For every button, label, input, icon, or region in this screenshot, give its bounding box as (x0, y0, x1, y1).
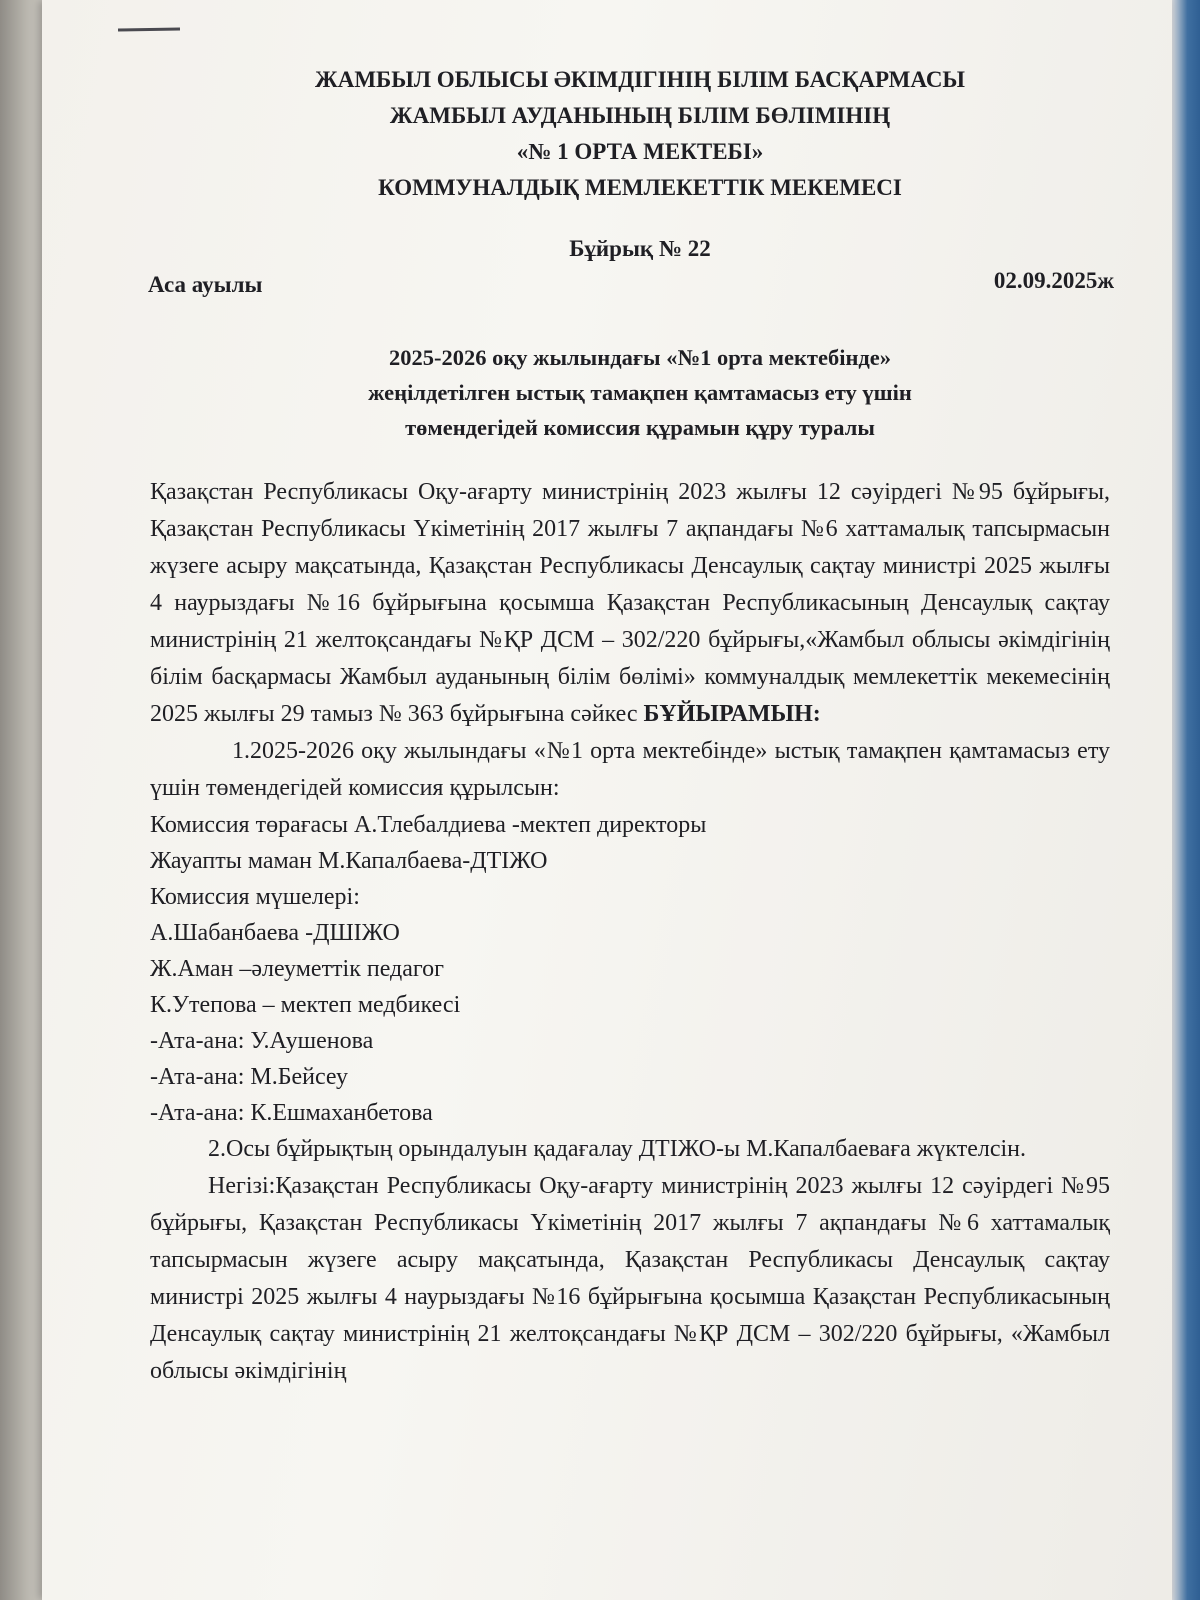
title-line-3: төмендегідей комиссия құрамын құру туралы (405, 415, 875, 440)
preamble-paragraph (150, 474, 1110, 733)
organization-header (150, 62, 1130, 206)
document-title (150, 340, 1130, 445)
document-body (150, 474, 1110, 1390)
member-item: К.Утепова – мектеп медбикесі (150, 992, 461, 1018)
member-item: Ж.Аман –әлеуметтік педагог (150, 956, 444, 982)
order-number: Бұйрық № 22 (569, 236, 711, 261)
members-heading: Комиссия мүшелері: (150, 884, 360, 910)
header-line-4: КОММУНАЛДЫҚ МЕМЛЕКЕТТІК МЕКЕМЕСІ (378, 175, 902, 200)
title-line-2: жеңілдетілген ыстық тамақпен қамтамасыз ету үшін (368, 380, 912, 405)
basis-paragraph: Негізі:Қазақстан Республикасы Оқу-ағарту министрінің 2023 жылғы 12 сәуірдегі №95 бұйрығы, Қазақстан Республикасы Үкіметінің 2017 жылғы 7 ақпандағы №6 хаттамалық тапсырмасын жүзеге асыру мақсатында, Қазақстан Республикасы Денсаулық сақтау министрі 2025 жылғы 4 наурыздағы №16 бұйрығына қосымша Қазақстан Республикасының Денсаулық сақтау министрінің 21 желтоқсандағы №ҚР ДСМ – 302/220 бұйрығы, «Жамбыл облысы әкімдігінің (150, 1173, 1110, 1384)
responsible-person: Жауапты маман М.Капалбаева-ДТІЖО (150, 848, 548, 874)
preamble-text: Қазақстан Республикасы Оқу-ағарту министрінің 2023 жылғы 12 сәуірдегі №95 бұйрығы, Қазақстан Республикасы Үкіметінің 2017 жылғы 7 ақпандағы №6 хаттамалық тапсырмасын жүзеге асыру мақсатында, Қазақстан Республикасы Денсаулық сақтау министрі 2025 жылғы 4 наурыздағы №16 бұйрығына қосымша Қазақстан Республикасының Денсаулық сақтау министрінің 21 желтоқсандағы №ҚР ДСМ – 302/220 бұйрығы,«Жамбыл облысы әкімдігінің білім басқармасы Жамбыл ауданының білім бөлімі» коммуналдық мемлекеттік мекемесінің 2025 жылғы 29 тамыз № 363 бұйрығына сәйкес (150, 479, 1110, 727)
folder-edge (1172, 0, 1200, 1600)
binder-edge (0, 0, 48, 1600)
member-item: -Ата-ана: М.Бейсеу (150, 1064, 348, 1090)
header-line-2: ЖАМБЫЛ АУДАНЫНЫҢ БІЛІМ БӨЛІМІНІҢ (389, 103, 891, 128)
order-date: 02.09.2025ж (993, 268, 1114, 293)
commission-chair: Комиссия төрағасы А.Тлебалдиева -мектеп директоры (150, 812, 707, 838)
item-1: 1.2025-2026 оқу жылындағы «№1 орта мектебінде» ыстық тамақпен қамтамасыз ету үшін төмендегідей комиссия құрылсын: (150, 738, 1110, 801)
member-item: -Ата-ана: У.Аушенова (150, 1028, 374, 1054)
member-item: -Ата-ана: К.Ешмаханбетова (150, 1100, 433, 1126)
header-line-3: «№ 1 ОРТА МЕКТЕБІ» (516, 139, 764, 164)
decree-word: БҰЙЫРАМЫН: (643, 701, 821, 727)
header-line-1: ЖАМБЫЛ ОБЛЫСЫ ӘКІМДІГІНІҢ БІЛІМ БАСҚАРМАСЫ (314, 67, 966, 92)
item-2: 2.Осы бұйрықтың орындалуын қадағалау ДТІЖО-ы М.Капалбаеваға жүктелсін. (208, 1136, 1027, 1162)
member-item: А.Шабанбаева -ДШІЖО (150, 920, 400, 946)
title-line-1: 2025-2026 оқу жылындағы «№1 орта мектебінде» (388, 345, 892, 370)
order-place: Аса ауылы (148, 272, 263, 297)
